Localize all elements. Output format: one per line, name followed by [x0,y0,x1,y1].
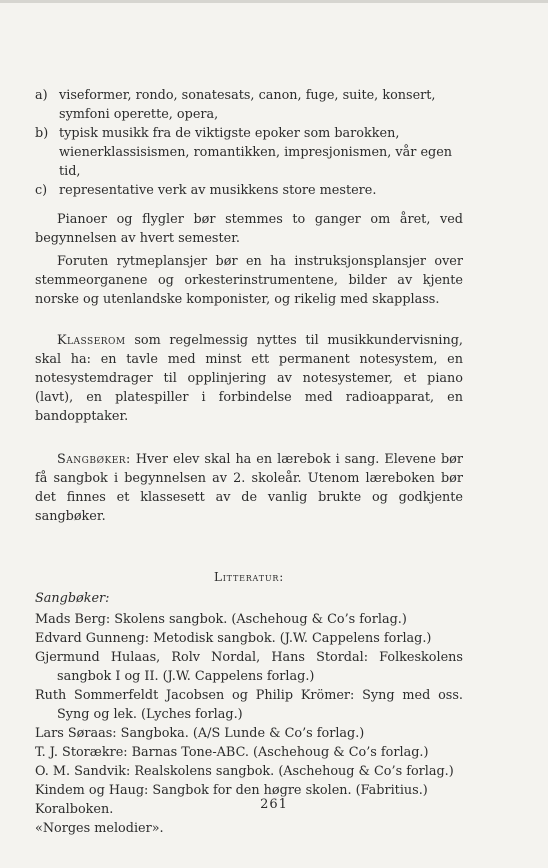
klasserom-text: som regelmessig nyttes til musikkundervisning, skal ha: en tavle med minst ett permanent notesystem, en notesystemdrager til opplinjering av notesystemer, et piano (lavt), en platespiller i forbindelse med radioapparat, en bandopptaker. [35,333,463,424]
litteratur-subheading: Sangbøker: [35,591,110,606]
list-marker: b) [35,126,49,141]
list-marker: c) [35,183,48,198]
reference-item: O. M. Sandvik: Realskolens sangbok. (Aschehoug & Co’s forlag.) [35,764,454,779]
form-list [35,86,463,200]
list-item-text: representative verk av musikkens store mestere. [59,183,377,198]
list-item-text: typisk musikk fra de viktigste epoker som barokken, wienerklassisismen, romantikken, impresjonismen, vår egen tid, [59,126,453,179]
paragraph-foruten: Foruten rytmeplansjer bør en ha instruksjonsplansjer over stemmeorganene og orkesterinstrumentene, bilder av kjente norske og utenlandske komponister, og rikelig med skapplass. [35,254,463,307]
page-body [35,86,463,838]
list-marker: a) [35,88,48,103]
paragraph-klasserom [35,331,463,426]
list-item [35,181,463,200]
top-edge-rule [0,0,548,3]
sangboker-text: Hver elev skal ha en lærebok i sang. Elevene bør få sangbok i begynnelsen av 2. skoleår. Utenom læreboken bør det finnes et klassesett av de vanlig brukte og godkjente sangbøker. [35,452,463,524]
list-item [35,86,463,124]
reference-item: T. J. Storækre: Barnas Tone-ABC. (Aschehoug & Co’s forlag.) [35,745,429,760]
litteratur-heading: Litteratur: [213,570,285,584]
reference-item: Kindem og Haug: Sangbok for den høgre skolen. (Fabritius.) [35,783,428,798]
sangboker-lead: Sangbøker: [57,452,131,467]
reference-item: Gjermund Hulaas, Rolv Nordal, Hans Stordal: Folkeskolens sangbok I og II. (J.W. Cappelens forlag.) [35,650,463,684]
list-item-text: viseformer, rondo, sonatesats, canon, fuge, suite, konsert, symfoni operette, opera, [59,88,436,122]
reference-item: Mads Berg: Skolens sangbok. (Aschehoug & Co’s forlag.) [35,612,407,627]
page-number: 261 [260,797,288,812]
paragraph-pianoer: Pianoer og flygler bør stemmes to ganger om året, ved begynnelsen av hvert semester. [35,212,463,246]
reference-item: Lars Søraas: Sangboka. (A/S Lunde & Co’s forlag.) [35,726,365,741]
reference-item: Ruth Sommerfeldt Jacobsen og Philip Krömer: Syng med oss. Syng og lek. (Lyches forlag.) [35,688,463,722]
klasserom-lead: Klasserom [57,333,126,348]
reference-item: Edvard Gunneng: Metodisk sangbok. (J.W. Cappelens forlag.) [35,631,432,646]
list-item [35,124,463,181]
reference-item: «Norges melodier». [35,821,164,836]
reference-item: Koralboken. [35,802,114,817]
paragraph-sangboker [35,450,463,526]
